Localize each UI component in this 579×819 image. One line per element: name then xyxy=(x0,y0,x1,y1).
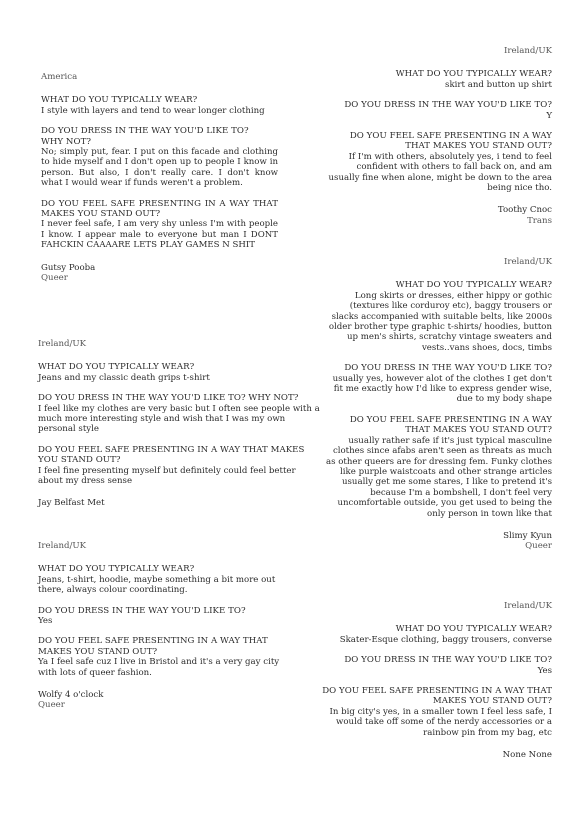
question-dress-like: DO YOU DRESS IN THE WAY YOU'D LIKE TO? xyxy=(344,363,552,374)
question-feel-safe: DO YOU FEEL SAFE PRESENTING IN A WAY THAT MAKES YOU STAND OUT? xyxy=(38,636,268,657)
question-feel-safe: DO YOU FEEL SAFE PRESENTING IN A WAY THAT MAKES YOU STAND OUT? xyxy=(349,131,552,152)
entry-ireland-right-1 xyxy=(328,46,552,226)
respondent-name: None None xyxy=(502,750,552,761)
location: Ireland/UK xyxy=(503,601,552,611)
respondent-name: Jay Belfast Met xyxy=(38,498,105,509)
question-feel-safe: DO YOU FEEL SAFE PRESENTING IN A WAY THAT MAKES YOU STAND OUT? xyxy=(322,686,552,707)
answer-dress-like: Yes xyxy=(537,665,552,676)
location: Ireland/UK xyxy=(503,257,552,267)
respondent-name: Slimy Kyun xyxy=(503,530,552,541)
answer-dress-like: Y xyxy=(546,110,552,121)
answer-feel-safe: In big city's yes, in a smaller town I feel less safe, I would take off some of the nerdy accessories or a rainbow pin from my bag, etc xyxy=(329,706,552,738)
answer-typical-wear: I style with layers and tend to wear longer clothing xyxy=(41,105,265,116)
location: Ireland/UK xyxy=(38,541,87,551)
location: Ireland/UK xyxy=(503,46,552,56)
answer-feel-safe: I never feel safe, I am very shy unless I'm with people I know. I appear male to everyone but man I DONT FAHCKIN CAAAARE LETS PLAY GAMES N SHIT xyxy=(41,219,278,251)
entry-ireland-left-1 xyxy=(38,339,320,509)
answer-typical-wear: Jeans and my classic death grips t-shirt xyxy=(38,372,210,383)
question-feel-safe: DO YOU FEEL SAFE PRESENTING IN A WAY THAT MAKES YOU STAND OUT? xyxy=(38,444,305,466)
entry-america xyxy=(41,72,278,284)
location: America xyxy=(41,72,78,82)
answer-dress-like: No; simply put, fear. I put on this facade and clothing to hide myself and I don't open up to people I know in person. But also, I don't really care. I don't know what I would wear if funds weren't a problem. xyxy=(41,147,278,189)
answer-feel-safe: I feel fine presenting myself but definitely could feel better about my dress sense xyxy=(38,465,296,487)
respondent-identity: Queer xyxy=(41,273,68,284)
entry-ireland-left-2 xyxy=(38,541,290,711)
question-typical-wear: WHAT DO YOU TYPICALLY WEAR? xyxy=(395,624,552,635)
answer-dress-like: usually yes, however alot of the clothes I get don't fit me exactly how I'd like to express gender wise, due to my body shape xyxy=(332,373,552,405)
respondent-identity: Queer xyxy=(38,700,65,711)
location: Ireland/UK xyxy=(38,339,87,349)
respondent-name: Gutsy Pooba xyxy=(41,262,96,273)
question-typical-wear: WHAT DO YOU TYPICALLY WEAR? xyxy=(38,564,195,575)
answer-typical-wear: Long skirts or dresses, either hippy or gothic (textures like corduroy etc), baggy trousers or slacks accompanied with suitable belts, like 2000s older brother type graphic t-shirts/ hoodies, button up men's shirts, scratchy vintage sweaters and vests..vans shoes, docs, timbs xyxy=(328,290,552,353)
respondent-identity: Queer xyxy=(525,541,552,552)
answer-typical-wear: Jeans, t-shirt, hoodie, maybe something a bit more out there, always colour coordinating. xyxy=(38,574,276,596)
question-dress-like: DO YOU DRESS IN THE WAY YOU'D LIKE TO? WHY NOT? xyxy=(38,393,299,404)
answer-dress-like: I feel like my clothes are very basic but I often see people with a much more interesting style and wish that I was my own personal style xyxy=(38,403,320,435)
answer-feel-safe: Ya I feel safe cuz I live in Bristol and it's a very gay city with lots of queer fashion. xyxy=(38,657,280,678)
question-feel-safe: DO YOU FEEL SAFE PRESENTING IN A WAY THAT MAKES YOU STAND OUT? xyxy=(349,414,552,436)
question-dress-like: DO YOU DRESS IN THE WAY YOU'D LIKE TO? xyxy=(344,100,552,111)
question-dress-like: DO YOU DRESS IN THE WAY YOU'D LIKE TO? WHY NOT? xyxy=(41,126,249,147)
question-typical-wear: WHAT DO YOU TYPICALLY WEAR? xyxy=(41,95,198,106)
answer-typical-wear: Skater-Esque clothing, baggy trousers, converse xyxy=(339,634,552,645)
question-feel-safe: DO YOU FEEL SAFE PRESENTING IN A WAY THAT MAKES YOU STAND OUT? xyxy=(41,198,278,220)
entry-ireland-right-2 xyxy=(325,257,552,552)
answer-dress-like: Yes xyxy=(38,616,53,627)
question-dress-like: DO YOU DRESS IN THE WAY YOU'D LIKE TO? xyxy=(344,655,552,666)
question-typical-wear: WHAT DO YOU TYPICALLY WEAR? xyxy=(38,362,195,373)
question-typical-wear: WHAT DO YOU TYPICALLY WEAR? xyxy=(395,280,552,291)
answer-typical-wear: skirt and button up shirt xyxy=(445,79,552,90)
respondent-name: Toothy Cnoc xyxy=(497,205,552,216)
answer-feel-safe: If I'm with others, absolutely yes, i tend to feel confident with others to fall back on, and am usually fine when alone, might be down to the area being nice tho. xyxy=(328,151,552,194)
question-dress-like: DO YOU DRESS IN THE WAY YOU'D LIKE TO? xyxy=(38,605,246,616)
entry-ireland-right-3 xyxy=(308,601,552,760)
respondent-identity: Trans xyxy=(527,215,552,226)
answer-feel-safe: usually rather safe if it's just typical masculine clothes since afabs aren't seen as threats as much as other queers are for dressing fem. Funky clothes like purple waistcoats and other strange articles usually get me some stares, I like to pretend it's because I'm a bombshell, I don't feel very uncomfortable outside, you get used to being the only person in town like that xyxy=(325,435,552,519)
question-typical-wear: WHAT DO YOU TYPICALLY WEAR? xyxy=(395,69,552,80)
respondent-name: Wolfy 4 o'clock xyxy=(38,690,104,701)
